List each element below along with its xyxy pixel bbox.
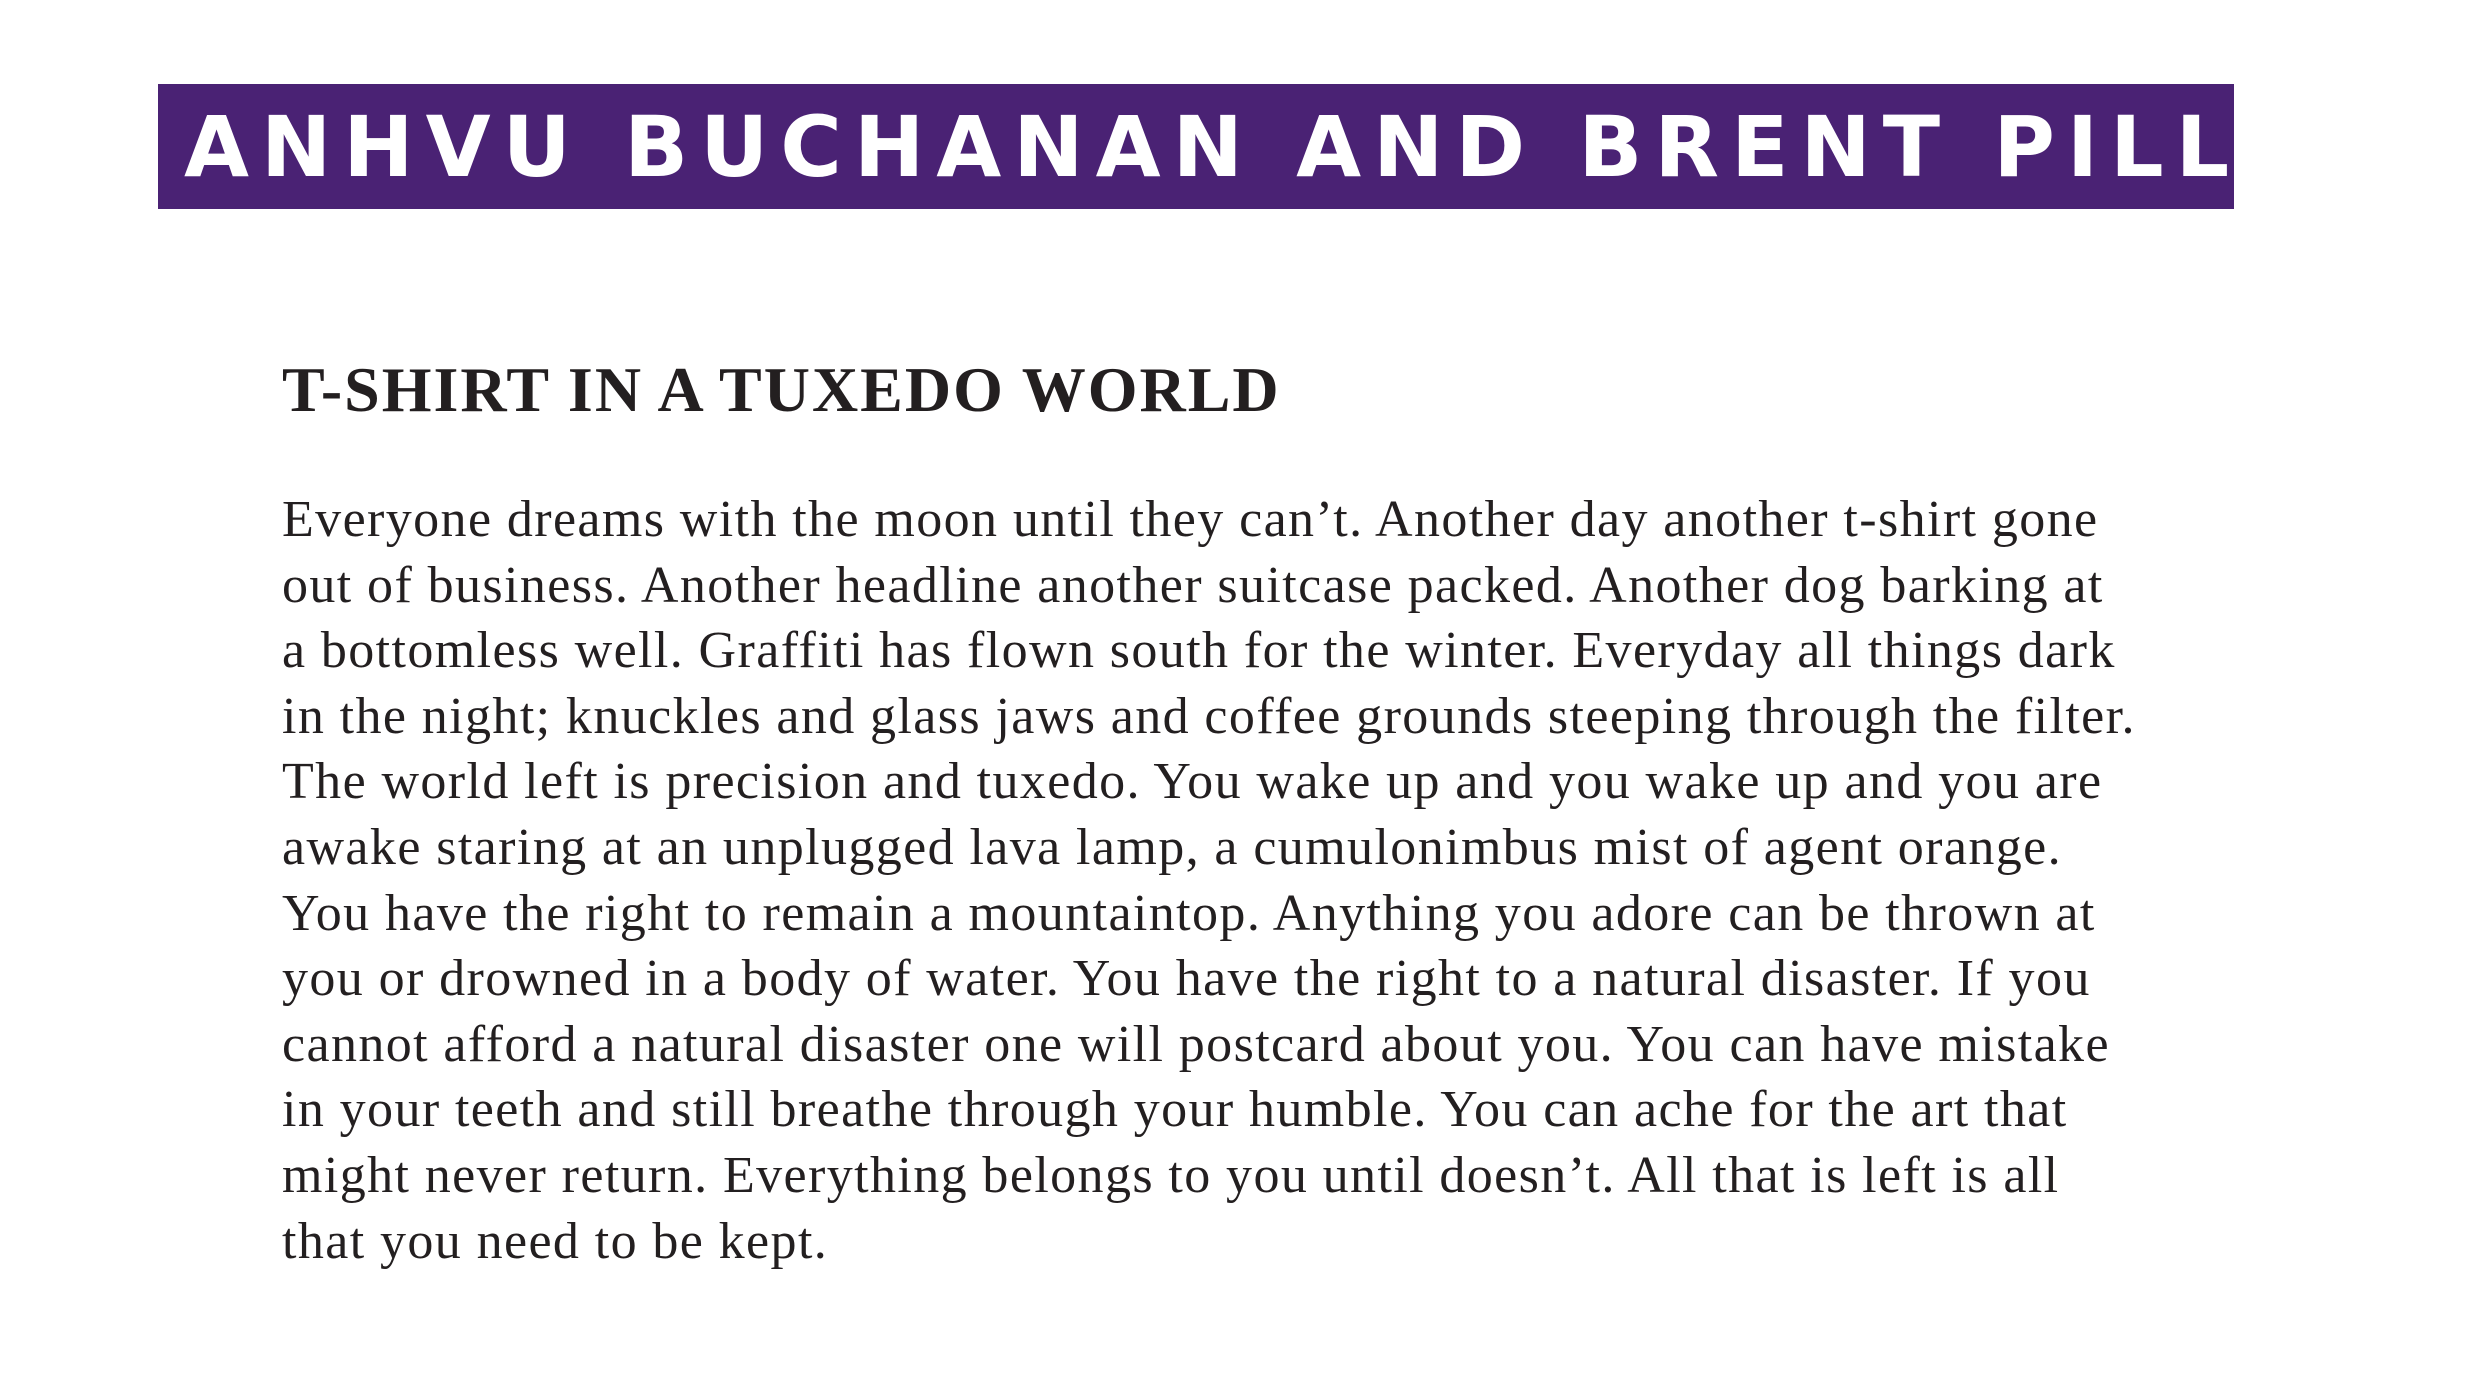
poem-line: awake staring at an unplugged lava lamp, a cumulonimbus mist of agent orange.	[282, 818, 2063, 876]
poem-line: might never return. Everything belongs to you until doesn’t. All that is left is all	[282, 1146, 2060, 1204]
poem-line: that you need to be kept.	[282, 1212, 829, 1270]
poem-title: T-SHIRT IN A TUXEDO WORLD	[282, 354, 1281, 425]
poem-line: The world left is precision and tuxedo. You wake up and you wake up and you are	[282, 753, 2103, 811]
author-banner	[158, 84, 2388, 209]
poem-line: You have the right to remain a mountaintop. Anything you adore can be thrown at	[282, 884, 2096, 942]
poem-line: in the night; knuckles and glass jaws and coffee grounds steeping through the filter.	[282, 687, 2136, 745]
poem-line: a bottomless well. Graffiti has flown south for the winter. Everyday all things dark	[282, 622, 2116, 680]
poem-body	[282, 487, 2292, 1274]
author-name: ANHVU BUCHANAN AND BRENT PILLER	[184, 97, 2388, 196]
poem-line: Everyone dreams with the moon until they can’t. Another day another t-shirt gone	[282, 491, 2099, 548]
poem	[282, 352, 2312, 1274]
poem-line: you or drowned in a body of water. You have the right to a natural disaster. If you	[282, 950, 2091, 1008]
poem-line: in your teeth and still breathe through your humble. You can ache for the art that	[282, 1081, 2068, 1139]
poem-line: out of business. Another headline another suitcase packed. Another dog barking at	[282, 556, 2104, 614]
poem-line: cannot afford a natural disaster one will postcard about you. You can have mistake	[282, 1015, 2110, 1073]
